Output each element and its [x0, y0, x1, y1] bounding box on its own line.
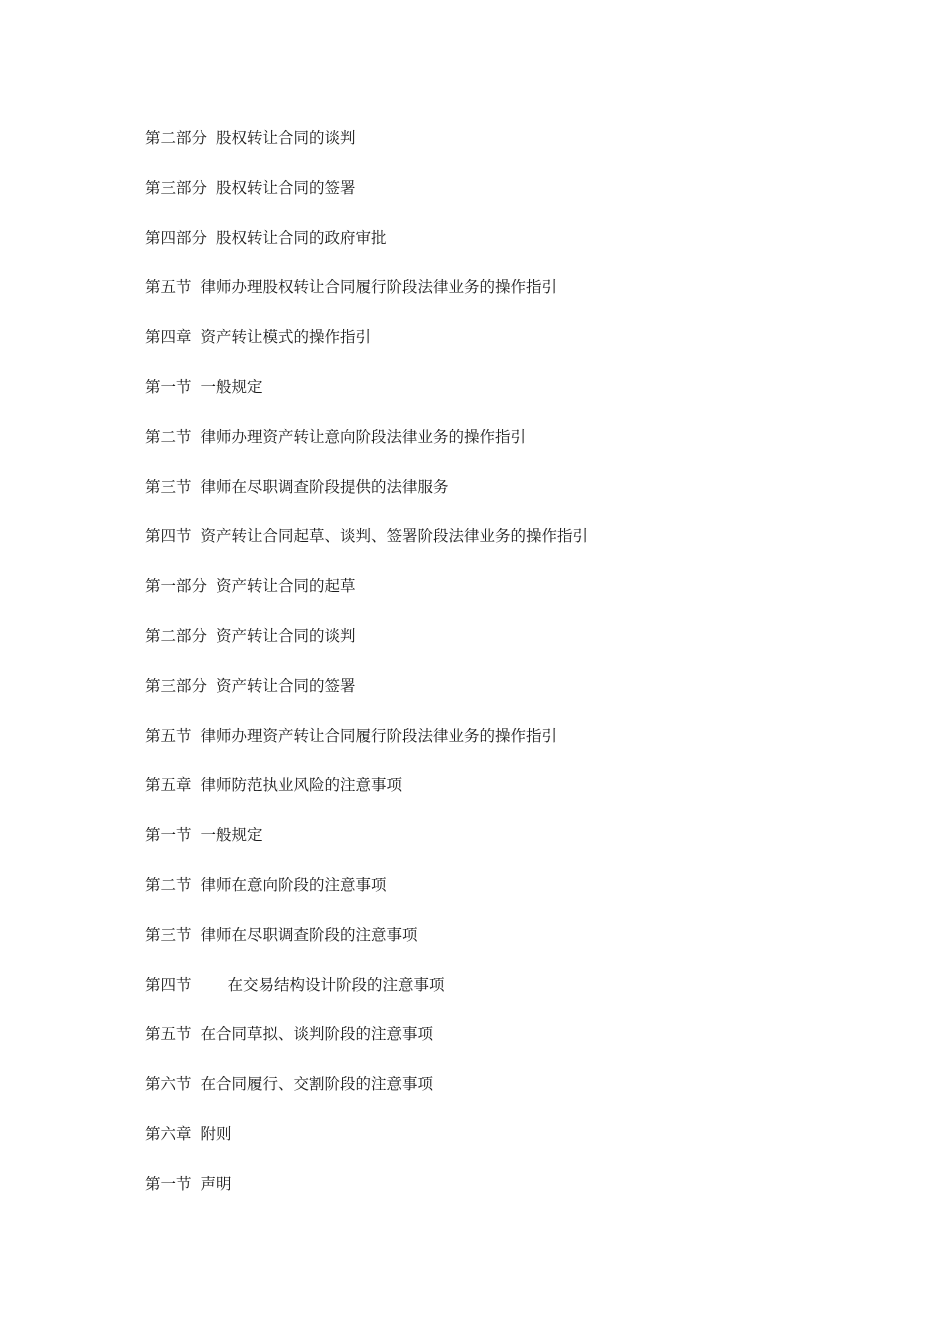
toc-entry-title: 一般规定 — [200, 377, 263, 396]
toc-entry — [145, 822, 588, 872]
toc-entry-title: 律师办理资产转让意向阶段法律业务的操作指引 — [200, 427, 527, 446]
toc-entry-title: 一般规定 — [200, 826, 263, 845]
toc-entry — [145, 1121, 588, 1171]
toc-entry — [145, 175, 588, 225]
toc-entry-label: 第六节 — [145, 1075, 192, 1094]
toc-entry — [145, 872, 588, 922]
toc-entry — [145, 573, 588, 623]
toc-entry-title: 律师防范执业风险的注意事项 — [200, 776, 403, 795]
toc-entry-title: 附则 — [200, 1124, 232, 1143]
toc-entry — [145, 623, 588, 673]
toc-entry-title: 律师在意向阶段的注意事项 — [200, 875, 387, 894]
toc-entry-title: 股权转让合同的政府审批 — [216, 228, 387, 247]
toc-entry — [145, 673, 588, 723]
toc-entry — [145, 922, 588, 972]
toc-entry-title: 律师在尽职调查阶段提供的法律服务 — [200, 477, 449, 496]
toc-entry — [145, 723, 588, 773]
toc-entry-title: 律师办理资产转让合同履行阶段法律业务的操作指引 — [200, 726, 558, 745]
toc-entry-title: 资产转让模式的操作指引 — [200, 328, 372, 347]
toc-entry — [145, 125, 588, 175]
toc-entry-title: 股权转让合同的签署 — [216, 178, 356, 197]
toc-entry-title: 资产转让合同的签署 — [216, 676, 356, 695]
toc-entry-label: 第四节 — [145, 527, 192, 546]
toc-entry-label: 第三部分 — [145, 178, 208, 197]
toc-entry-title: 在交易结构设计阶段的注意事项 — [227, 975, 445, 994]
toc-entry-title: 律师在尽职调查阶段的注意事项 — [200, 925, 418, 944]
toc-entry — [145, 374, 588, 424]
toc-entry-label: 第四部分 — [145, 228, 208, 247]
toc-entry-title: 股权转让合同的谈判 — [216, 129, 356, 147]
toc-entry — [145, 972, 588, 1022]
toc-entry-label: 第二节 — [145, 427, 192, 446]
toc-entry — [145, 1021, 588, 1071]
toc-entry-label: 第一节 — [145, 377, 192, 396]
toc-entry — [145, 523, 588, 573]
toc-entry-title: 资产转让合同起草、谈判、签署阶段法律业务的操作指引 — [200, 527, 589, 546]
toc-entry-title: 声明 — [200, 1174, 232, 1193]
toc-entry-label: 第五节 — [145, 278, 192, 297]
toc-entry-label: 第六章 — [145, 1124, 192, 1143]
toc-entry-title: 在合同履行、交割阶段的注意事项 — [200, 1075, 434, 1094]
toc-entry-title: 资产转让合同的谈判 — [216, 626, 356, 645]
toc-entry-label: 第四章 — [145, 328, 192, 347]
toc-entry-title: 在合同草拟、谈判阶段的注意事项 — [200, 1025, 434, 1044]
toc-entry-label: 第二部分 — [145, 626, 208, 645]
toc-entry — [145, 1071, 588, 1121]
toc-entry-label: 第三节 — [145, 925, 192, 944]
toc-entry — [145, 474, 588, 524]
toc-entry — [145, 772, 588, 822]
toc-entry-label: 第一节 — [145, 826, 192, 845]
toc-entry — [145, 324, 588, 374]
toc-entry-label: 第一节 — [145, 1174, 192, 1193]
toc-entry-title: 律师办理股权转让合同履行阶段法律业务的操作指引 — [200, 278, 558, 297]
toc-entry-label: 第一部分 — [145, 577, 208, 596]
toc-entry — [145, 424, 588, 474]
table-of-contents — [145, 125, 588, 1221]
toc-entry-label: 第五章 — [145, 776, 192, 795]
toc-entry-label: 第二节 — [145, 875, 192, 894]
toc-entry — [145, 225, 588, 275]
toc-entry-label: 第四节 — [145, 975, 192, 994]
toc-entry-label: 第三节 — [145, 477, 192, 496]
toc-entry — [145, 274, 588, 324]
toc-entry-label: 第五节 — [145, 726, 192, 745]
toc-entry — [145, 1171, 588, 1221]
toc-entry-title: 资产转让合同的起草 — [216, 577, 356, 596]
toc-entry-label: 第五节 — [145, 1025, 192, 1044]
toc-entry-label: 第二部分 — [145, 129, 208, 147]
toc-entry-label: 第三部分 — [145, 676, 208, 695]
